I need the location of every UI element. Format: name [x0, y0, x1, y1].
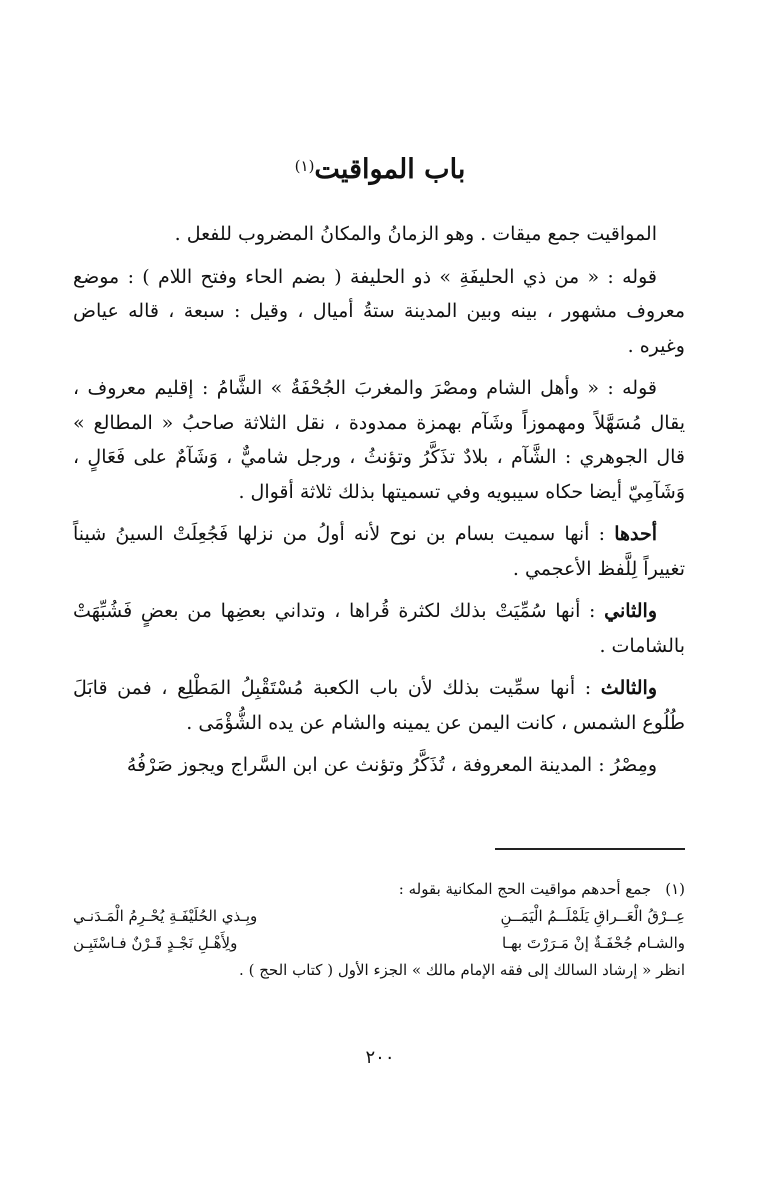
paragraph-third-opinion [73, 671, 685, 740]
paragraph-definition [73, 217, 685, 252]
verse-first-hemistich: عِــرْقُ الْعَــراقِ يَلَمْلَــمُ الْيَمَــنِ [500, 907, 685, 925]
paragraph-lemma: والثاني [604, 600, 657, 622]
page-number: ٢٠٠ [365, 1047, 395, 1068]
verse-line [73, 930, 685, 957]
footnote-intro: جمع أحدهم مواقيت الحج المكانية بقوله : [398, 880, 652, 898]
verse-second-hemistich: ولِأَهْـلِ نَجْـدٍ قَـرْنٌ فـاسْتَبِـن [73, 934, 238, 952]
paragraph-first-opinion [73, 517, 685, 586]
paragraph-dhul-hulayfa [73, 260, 685, 364]
paragraph-text: : أنها سمِّيت بذلك لأن باب الكعبة مُسْتَقْبِلُ المَطْلِع ، فمن قابَلَ طُلُوع الشمس ، كانت اليمن عن يمينه والشام عن يده الشُّؤْمَى . [73, 677, 685, 734]
verse-second-hemistich: وبِـذي الحُلَيْفَـةِ يُحْـرِمُ الْمَـدَنـي [73, 907, 258, 925]
paragraph-misr [73, 748, 685, 783]
footnote-divider [495, 848, 685, 850]
paragraph-sham [73, 371, 685, 509]
paragraph-text: : أنها سُمِّيَتْ بذلك لكثرة قُراها ، وتداني بعضِها من بعضٍ فَشُبِّهَتْ بالشامات . [73, 600, 685, 657]
footnote-number: (١) [665, 880, 685, 898]
paragraph-text: ومِصْرُ : المدينة المعروفة ، تُذَكَّرُ وتؤنث عن ابن السَّراج ويجوز صَرْفُهُ [126, 754, 657, 776]
paragraph-text: قوله : « من ذي الحليفَةِ » ذو الحليفة ( بضم الحاء وفتح اللام ) : موضع معروف مشهور ، بينه وبين المدينة ستةُ أميال ، وقيل : سبعة ، قاله عياض وغيره . [73, 265, 685, 357]
paragraph-lemma: أحدها [614, 523, 657, 545]
footnote [73, 876, 685, 984]
paragraph-text: : أنها سميت بسام بن نوح لأنه أولُ من نزلها فَجُعِلَتْ السينُ شيناً تغييراً لِلَّفظ الأعجمي . [73, 523, 685, 580]
paragraph-text: قوله : « وأهل الشام ومصْرَ والمغربَ الجُحْفَةُ » الشَّامُ : إقليم معروف ، يقال مُسَهَّلاً ومهموزاً وشَآم بهمزة ممدودة ، نقل الثلاثة صاحبُ « المطالع » قال الجوهري : الشَّآم ، بلادٌ تذَكَّرُ وتؤنثُ ، ورجل شاميٌّ ، وَشَآمٌ على فَعَالٍ ، وَشَآمِيّ أيضا حكاه سيبويه وفي تسميتها بذلك ثلاثة أقوال . [73, 377, 685, 503]
footnote-reference: انظر « إرشاد السالك إلى فقه الإمام مالك » الجزء الأول ( كتاب الحج ) . [239, 961, 685, 979]
footnote-intro-line [73, 876, 685, 903]
paragraph-lemma: والثالث [600, 677, 657, 699]
chapter-title-text: باب المواقيت [314, 154, 466, 185]
chapter-footnote-marker: (١) [294, 157, 315, 175]
paragraph-second-opinion [73, 594, 685, 663]
verse-line [73, 903, 685, 930]
main-text [73, 217, 685, 791]
chapter-title [0, 150, 760, 190]
verse-first-hemistich: والشـام جُحْفَـةٌ إنْ مَـرَرْتَ بهـا [502, 934, 685, 952]
paragraph-text: المواقيت جمع ميقات . وهو الزمانُ والمكانُ المضروب للفعل . [174, 223, 657, 245]
